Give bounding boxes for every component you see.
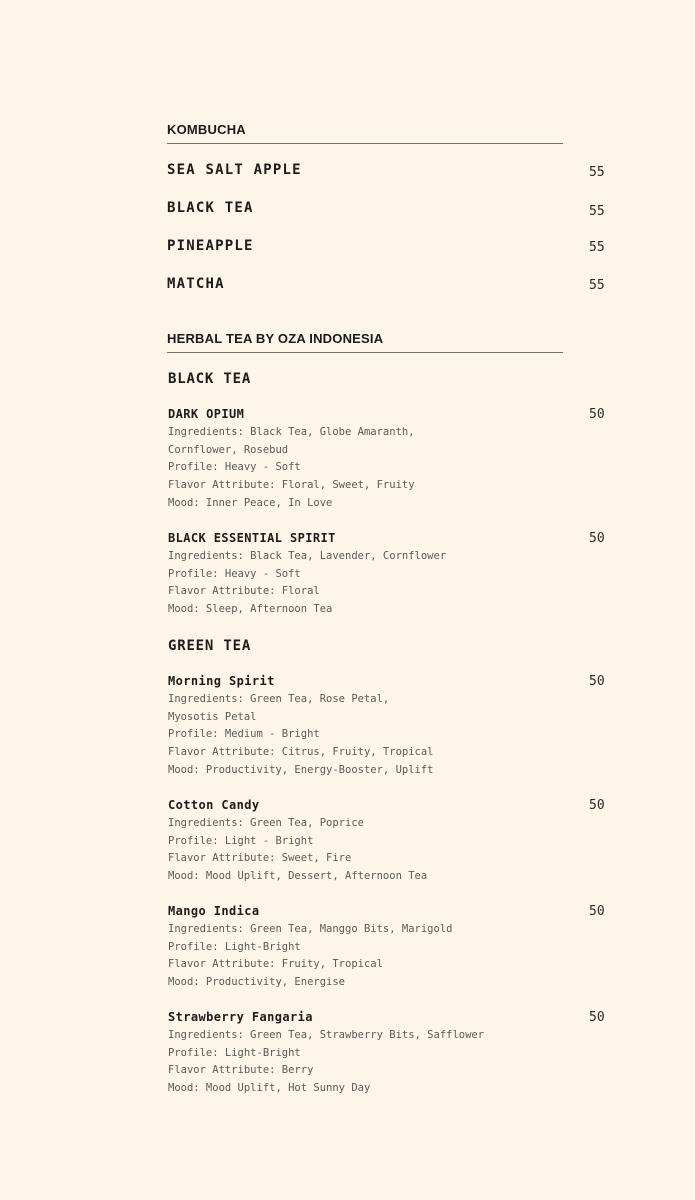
tea-item-name: DARK OPIUM <box>168 407 245 421</box>
tea-item-detail: Profile: Light-Bright <box>168 1046 301 1059</box>
tea-item-detail: Profile: Heavy - Soft <box>168 461 301 474</box>
tea-item-detail: Mood: Sleep, Afternoon Tea <box>168 603 333 616</box>
tea-item-detail: Mood: Inner Peace, In Love <box>168 496 333 509</box>
tea-item-detail: Ingredients: Green Tea, Poprice <box>168 817 364 829</box>
tea-item-detail: Flavor Attribute: Fruity, Tropical <box>168 958 383 971</box>
tea-item <box>168 796 608 886</box>
tea-item-detail: Mood: Mood Uplift, Hot Sunny Day <box>168 1082 371 1095</box>
kombucha-item-name: PINEAPPLE <box>167 238 254 254</box>
tea-item-detail: Flavor Attribute: Citrus, Fruity, Tropical <box>168 746 434 759</box>
tea-item-price: 50 <box>589 798 605 813</box>
tea-item-detail: Flavor Attribute: Berry <box>168 1064 314 1077</box>
black-tea-subtitle: BLACK TEA <box>168 371 252 387</box>
tea-item-detail: Myosotis Petal <box>168 710 257 723</box>
tea-item <box>168 672 608 779</box>
tea-item-detail: Ingredients: Black Tea, Lavender, Cornflower <box>168 550 447 562</box>
tea-item-price: 50 <box>589 674 605 689</box>
tea-item-detail: Ingredients: Green Tea, Strawberry Bits, Safflower <box>168 1029 485 1041</box>
green-tea-subtitle: GREEN TEA <box>168 638 252 654</box>
kombucha-item-price: 55 <box>589 204 605 219</box>
tea-item-detail: Flavor Attribute: Sweet, Fire <box>168 852 352 865</box>
tea-item-name: Cotton Candy <box>168 798 260 812</box>
kombucha-item-price: 55 <box>589 165 605 180</box>
kombucha-section-title: KOMBUCHA <box>167 122 246 137</box>
herbal-divider <box>167 352 563 353</box>
tea-item-detail: Mood: Productivity, Energy-Booster, Uplift <box>168 763 434 776</box>
tea-item-price: 50 <box>589 1010 605 1025</box>
kombucha-item-name: BLACK TEA <box>167 200 254 216</box>
kombucha-divider <box>167 143 563 144</box>
tea-item <box>168 1008 608 1098</box>
tea-item-detail: Ingredients: Black Tea, Globe Amaranth, <box>168 426 415 438</box>
tea-item-detail: Flavor Attribute: Floral, Sweet, Fruity <box>168 479 415 492</box>
tea-item-detail: Mood: Productivity, Energise <box>168 976 346 989</box>
tea-item-detail: Profile: Light - Bright <box>168 834 314 847</box>
tea-item <box>168 529 608 619</box>
tea-item-detail: Cornflower, Rosebud <box>168 443 289 456</box>
tea-item-detail: Ingredients: Green Tea, Rose Petal, <box>168 693 390 705</box>
tea-item-price: 50 <box>589 407 605 422</box>
tea-item-detail: Profile: Heavy - Soft <box>168 567 301 580</box>
tea-item-name: Morning Spirit <box>168 674 275 688</box>
kombucha-item-price: 55 <box>589 240 605 255</box>
kombucha-item-name: SEA SALT APPLE <box>167 162 302 178</box>
tea-item-name: BLACK ESSENTIAL SPIRIT <box>168 531 336 545</box>
tea-item-detail: Ingredients: Green Tea, Manggo Bits, Marigold <box>168 923 453 935</box>
tea-item-detail: Flavor Attribute: Floral <box>168 585 320 598</box>
kombucha-item-name: MATCHA <box>167 276 225 292</box>
tea-item-name: Mango Indica <box>168 904 260 918</box>
tea-item-price: 50 <box>589 904 605 919</box>
kombucha-item-price: 55 <box>589 278 605 293</box>
tea-item <box>168 902 608 992</box>
herbal-section-title: HERBAL TEA BY OZA INDONESIA <box>167 331 384 346</box>
tea-item-price: 50 <box>589 531 605 546</box>
tea-item-detail: Profile: Medium - Bright <box>168 728 320 741</box>
tea-item-name: Strawberry Fangaria <box>168 1010 313 1024</box>
tea-item-detail: Mood: Mood Uplift, Dessert, Afternoon Tea <box>168 870 428 883</box>
tea-item <box>168 405 608 512</box>
tea-item-detail: Profile: Light-Bright <box>168 940 301 953</box>
